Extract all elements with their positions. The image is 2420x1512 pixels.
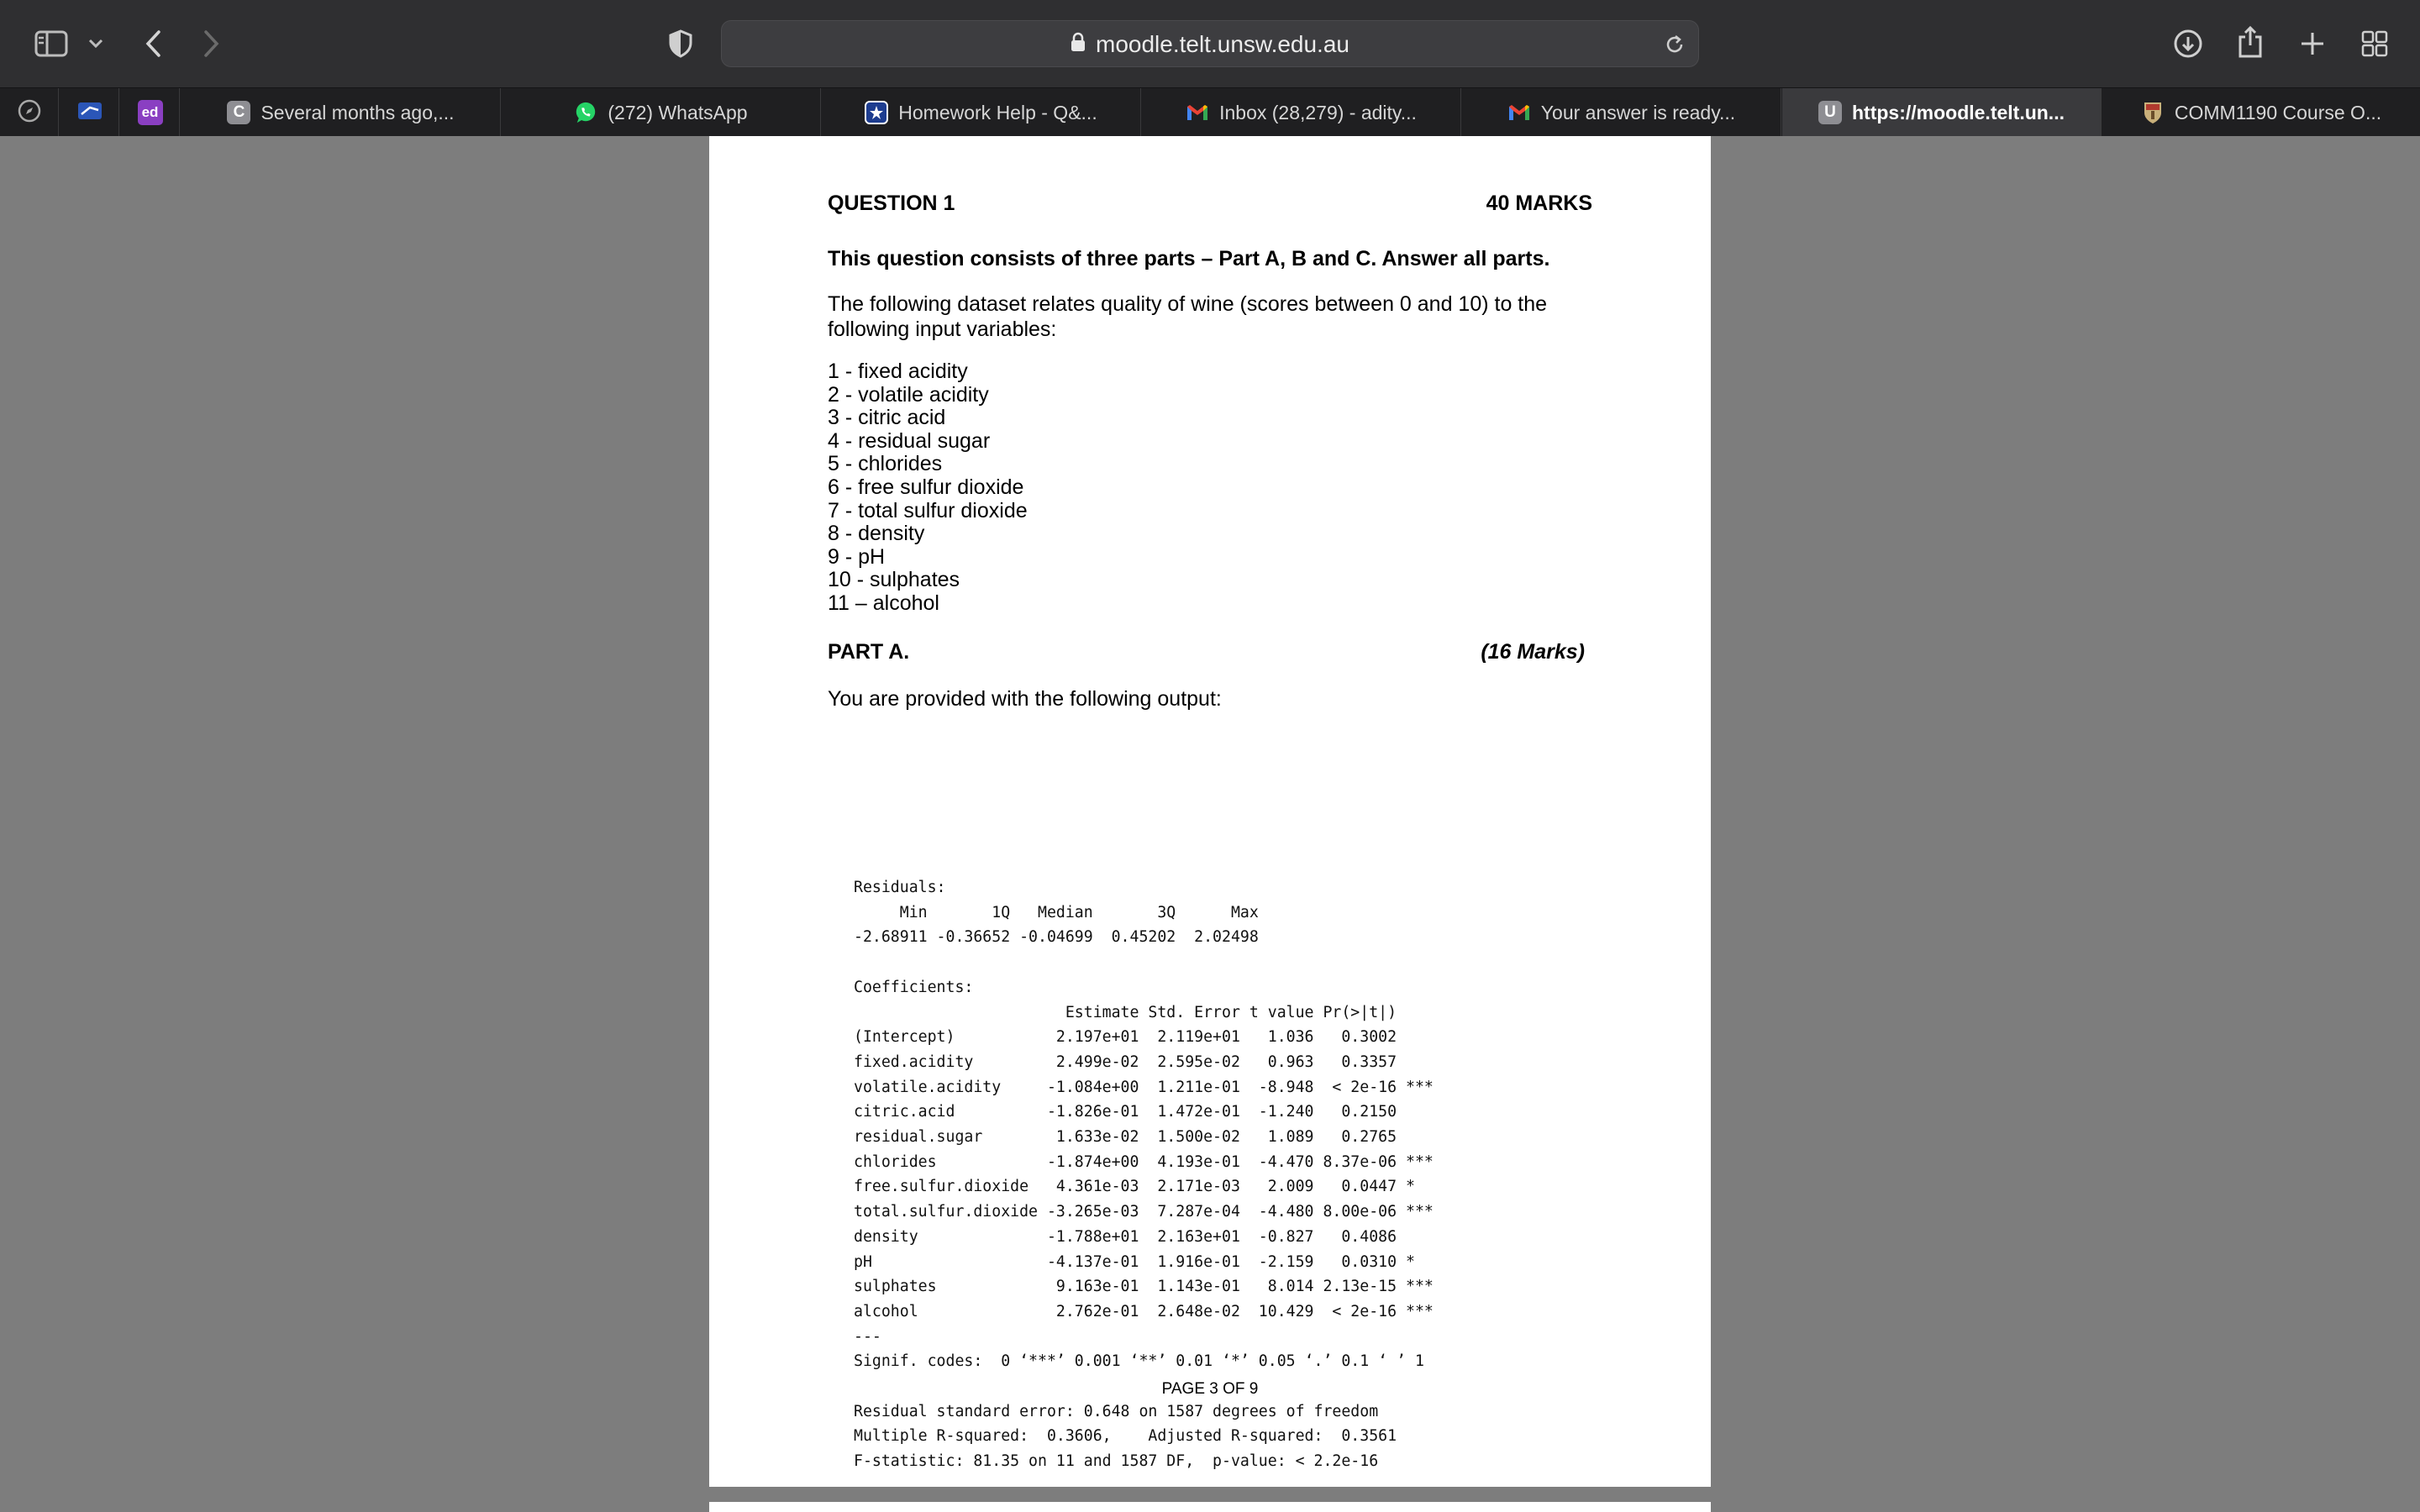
chevron-down-icon[interactable] [86,34,106,54]
variable-item: 5 - chlorides [828,452,943,476]
whatsapp-icon [574,101,597,124]
instruction-text: This question consists of three parts – Part A, B and C. Answer all parts. [828,247,1550,270]
download-icon[interactable] [2171,25,2205,62]
output-line: free.sulfur.dioxide 4.361e-03 2.171e-03 2.009 0.0447 * [854,1178,1434,1196]
output-line: --- [854,1327,881,1346]
tab-several-months[interactable] [182,88,501,137]
output-line: Coefficients: [854,978,974,996]
variable-item: 2 - volatile acidity [828,382,989,407]
variable-item: 3 - citric acid [828,406,946,430]
variable-item: 10 - sulphates [828,568,960,592]
gmail-icon [1186,101,1209,124]
output-line: alcohol 2.762e-01 2.648e-02 10.429 < 2e-16 *** [854,1302,1434,1320]
variable-item: 11 – alcohol [828,591,939,615]
variable-item: 1 - fixed acidity [828,360,968,383]
output-line: Estimate Std. Error t value Pr(>|t|) [854,1003,1434,1021]
output-line: residual.sugar 1.633e-02 1.500e-02 1.089 0.2765 [854,1128,1434,1146]
tab-moodle-active[interactable] [1782,88,2102,137]
intro-paragraph: The following dataset relates quality of wine (scores between 0 and 10) to the following input variables: [828,292,1548,341]
variable-item: 9 - pH [828,544,886,569]
output-line: volatile.acidity -1.084e+00 1.211e-01 -8.948 < 2e-16 *** [854,1078,1434,1096]
pinned-tab-ed[interactable] [121,88,180,137]
part-a-marks: (16 Marks) [1481,640,1585,664]
variable-item: 8 - density [828,522,925,546]
document-page [709,136,1711,1487]
output-line: F-statistic: 81.35 on 11 and 1587 DF, p-value: < 2.2e-16 [854,1452,1379,1471]
address-bar[interactable] [721,20,1699,67]
question-title: QUESTION 1 [828,192,955,215]
tab-label: Homework Help - Q&... [898,101,1097,123]
ed-icon: ed [138,100,163,125]
output-line: Residuals: [854,879,946,896]
output-line: density -1.788e+01 2.163e+01 -0.827 0.4086 [854,1227,1434,1246]
part-a-heading: PART A. [828,640,910,664]
output-line: (Intercept) 2.197e+01 2.119e+01 1.036 0.3002 [854,1028,1434,1047]
tab-bar [0,87,2420,136]
lock-icon [1071,31,1086,58]
tab-gmail-inbox[interactable] [1142,88,1461,137]
output-line: sulphates 9.163e-01 1.143e-01 8.014 2.13e-15 *** [854,1278,1434,1296]
forward-icon[interactable] [197,25,227,62]
output-line: Multiple R-squared: 0.3606, Adjusted R-squared: 0.3561 [854,1427,1406,1446]
output-line: total.sulfur.dioxide -3.265e-03 7.287e-04 -4.480 8.00e-06 *** [854,1203,1434,1221]
pinned-tab-compass[interactable] [0,88,59,137]
output-line: -2.68911 -0.36652 -0.04699 0.45202 2.02498 [854,928,1268,947]
next-document-page [709,1502,1711,1512]
tab-label: Inbox (28,279) - adity... [1219,101,1417,123]
output-line: Residual standard error: 0.648 on 1587 degrees of freedom [854,1402,1379,1420]
crest-icon [2141,101,2165,124]
output-line: chlorides -1.874e+00 4.193e-01 -4.470 8.37e-06 *** [854,1152,1434,1171]
pdf-viewer[interactable] [0,136,2420,1512]
tab-gmail-answer[interactable] [1462,88,1781,137]
tab-label: (272) WhatsApp [608,101,748,123]
browser-toolbar [0,0,2420,87]
star-favicon-icon [865,101,888,124]
url-text: moodle.telt.unsw.edu.au [1096,31,1349,57]
tab-homework-help[interactable] [822,88,1141,137]
variable-item: 7 - total sulfur dioxide [828,498,1028,522]
variable-list [828,360,1028,616]
page-number: PAGE 3 OF 9 [1161,1380,1259,1398]
tab-label: Several months ago,... [260,101,455,123]
output-line: fixed.acidity 2.499e-02 2.595e-02 0.963 0.3357 [854,1053,1434,1071]
gmail-icon [1507,101,1531,124]
new-tab-icon[interactable] [2296,27,2329,60]
output-line: Min 1Q Median 3Q Max [854,903,1268,921]
output-line: citric.acid -1.826e-01 1.472e-01 -1.240 0.2150 [854,1103,1434,1121]
share-icon[interactable] [2233,22,2267,62]
output-line: pH -4.137e-01 1.916e-01 -2.159 0.0310 * [854,1252,1434,1271]
tab-label: Your answer is ready... [1540,101,1736,123]
provided-text: You are provided with the following output: [828,687,1222,711]
u-favicon-icon: U [1818,101,1842,124]
tab-comm1190[interactable] [2102,88,2420,137]
variable-item: 4 - residual sugar [828,428,991,453]
tab-label: https://moodle.telt.un... [1852,101,2065,123]
reload-icon[interactable] [1663,33,1686,56]
bookmark-icon [76,100,103,126]
tab-whatsapp[interactable] [502,88,821,137]
pinned-tab-bookmark[interactable] [60,88,119,137]
privacy-shield-icon[interactable] [664,27,697,60]
tab-label: COMM1190 Course O... [2174,101,2382,123]
c-favicon-icon: C [227,101,250,124]
compass-icon [18,99,41,127]
variable-item: 6 - free sulfur dioxide [828,475,1024,499]
output-line: Signif. codes: 0 ‘***’ 0.001 ‘**’ 0.01 ‘*’ 0.05 ‘.’ 0.1 ‘ ’ 1 [854,1352,1424,1371]
tab-overview-icon[interactable] [2358,27,2391,60]
question-marks: 40 MARKS [1486,192,1592,215]
sidebar-icon[interactable] [32,27,71,60]
back-icon[interactable] [138,25,168,62]
